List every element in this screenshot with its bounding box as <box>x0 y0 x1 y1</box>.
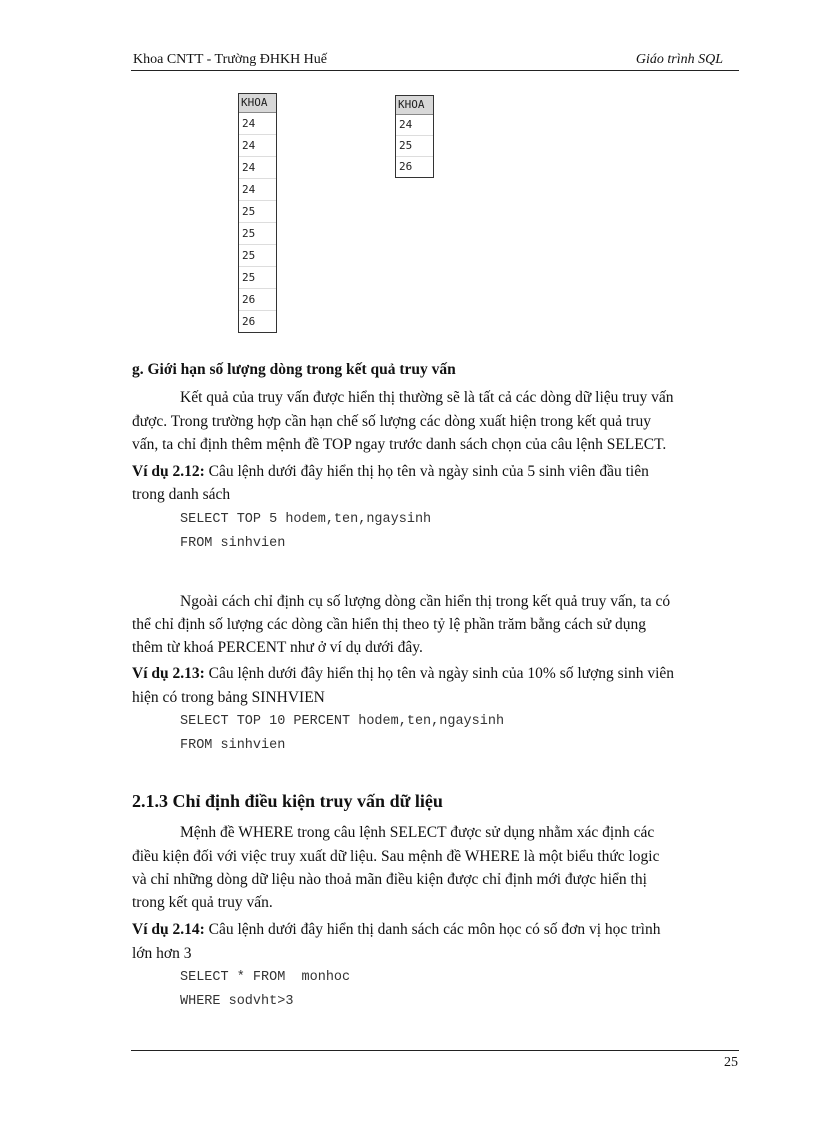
grid-cell: 24 <box>239 113 276 135</box>
footer-divider <box>131 1050 739 1051</box>
code-line: FROM sinhvien <box>180 536 286 551</box>
result-grid-all <box>238 93 277 333</box>
grid-cell: 25 <box>396 136 433 157</box>
example-2-14-line2: lớn hơn 3 <box>132 945 192 962</box>
grid-cell: 24 <box>396 115 433 136</box>
example-2-12-line2: trong danh sách <box>132 486 231 503</box>
grid-cell: 24 <box>239 179 276 201</box>
example-2-13-line2: hiện có trong bảng SINHVIEN <box>132 689 325 706</box>
page-number: 25 <box>724 1055 738 1070</box>
section-2-1-3-line4: trong kết quả truy vấn. <box>132 894 273 911</box>
grid-cell: 25 <box>239 245 276 267</box>
header-left: Khoa CNTT - Trường ĐHKH Huế <box>133 52 328 67</box>
percent-para-line2: thể chỉ định số lượng các dòng cần hiển thị theo tỷ lệ phần trăm bằng cách sử dụng <box>132 616 646 633</box>
code-line: FROM sinhvien <box>180 738 286 753</box>
example-text: Câu lệnh dưới đây hiển thị họ tên và ngày sinh của 10% số lượng sinh viên <box>204 665 675 682</box>
example-2-12-line1 <box>132 460 740 483</box>
grid-cell: 26 <box>399 160 413 173</box>
grid-cell: 26 <box>239 289 276 311</box>
section-g-line2: được. Trong trường hợp cần hạn chế số lượng các dòng xuất hiện trong kết quả truy <box>132 413 652 430</box>
grid-cell: 24 <box>239 135 276 157</box>
page-header <box>131 50 739 71</box>
grid-cell: 26 <box>242 315 256 328</box>
section-2-1-3-heading: 2.1.3 Chỉ định điều kiện truy vấn dữ liệu <box>132 791 443 811</box>
grid-cell: 25 <box>239 267 276 289</box>
grid-cell: 25 <box>239 201 276 223</box>
example-text: Câu lệnh dưới đây hiển thị danh sách các môn học có số đơn vị học trình <box>204 921 661 938</box>
example-label: Ví dụ 2.12: <box>132 463 205 480</box>
section-2-1-3-line3: và chỉ những dòng dữ liệu nào thoả mãn điều kiện được chỉ định mới được hiển thị <box>132 871 647 888</box>
example-2-13-line1 <box>132 662 740 685</box>
header-right: Giáo trình SQL <box>635 52 723 67</box>
section-g-line3: vấn, ta chỉ định thêm mệnh đề TOP ngay trước danh sách chọn của câu lệnh SELECT. <box>132 436 667 453</box>
section-2-1-3-line1: Mệnh đề WHERE trong câu lệnh SELECT được sử dụng nhằm xác định các <box>180 824 655 841</box>
section-g-heading: g. Giới hạn số lượng dòng trong kết quả truy vấn <box>132 361 456 378</box>
example-2-14-line1 <box>132 918 740 941</box>
percent-para-line1: Ngoài cách chỉ định cụ số lượng dòng cần hiển thị trong kết quả truy vấn, ta có <box>180 593 671 610</box>
code-line: SELECT * FROM monhoc <box>180 970 351 985</box>
section-2-1-3-line2: điều kiện đối với việc truy xuất dữ liệu. Sau mệnh đề WHERE là một biểu thức logic <box>132 848 660 865</box>
example-text: Câu lệnh dưới đây hiển thị họ tên và ngày sinh của 5 sinh viên đầu tiên <box>204 463 649 480</box>
example-label: Ví dụ 2.14: <box>132 921 205 938</box>
percent-para-line3: thêm từ khoá PERCENT như ở ví dụ dưới đây. <box>132 639 423 656</box>
grid-cell: 24 <box>239 157 276 179</box>
code-line: SELECT TOP 10 PERCENT hodem,ten,ngaysinh <box>180 714 505 729</box>
code-line: SELECT TOP 5 hodem,ten,ngaysinh <box>180 512 432 527</box>
code-line: WHERE sodvht>3 <box>180 994 294 1009</box>
grid-cell: 25 <box>239 223 276 245</box>
section-g-line1: Kết quả của truy vấn được hiển thị thường sẽ là tất cả các dòng dữ liệu truy vấn <box>180 389 674 406</box>
result-grid-distinct <box>395 95 434 178</box>
example-label: Ví dụ 2.13: <box>132 665 205 682</box>
grid-column-header: KHOA <box>239 94 276 113</box>
grid-column-header: KHOA <box>396 96 433 115</box>
